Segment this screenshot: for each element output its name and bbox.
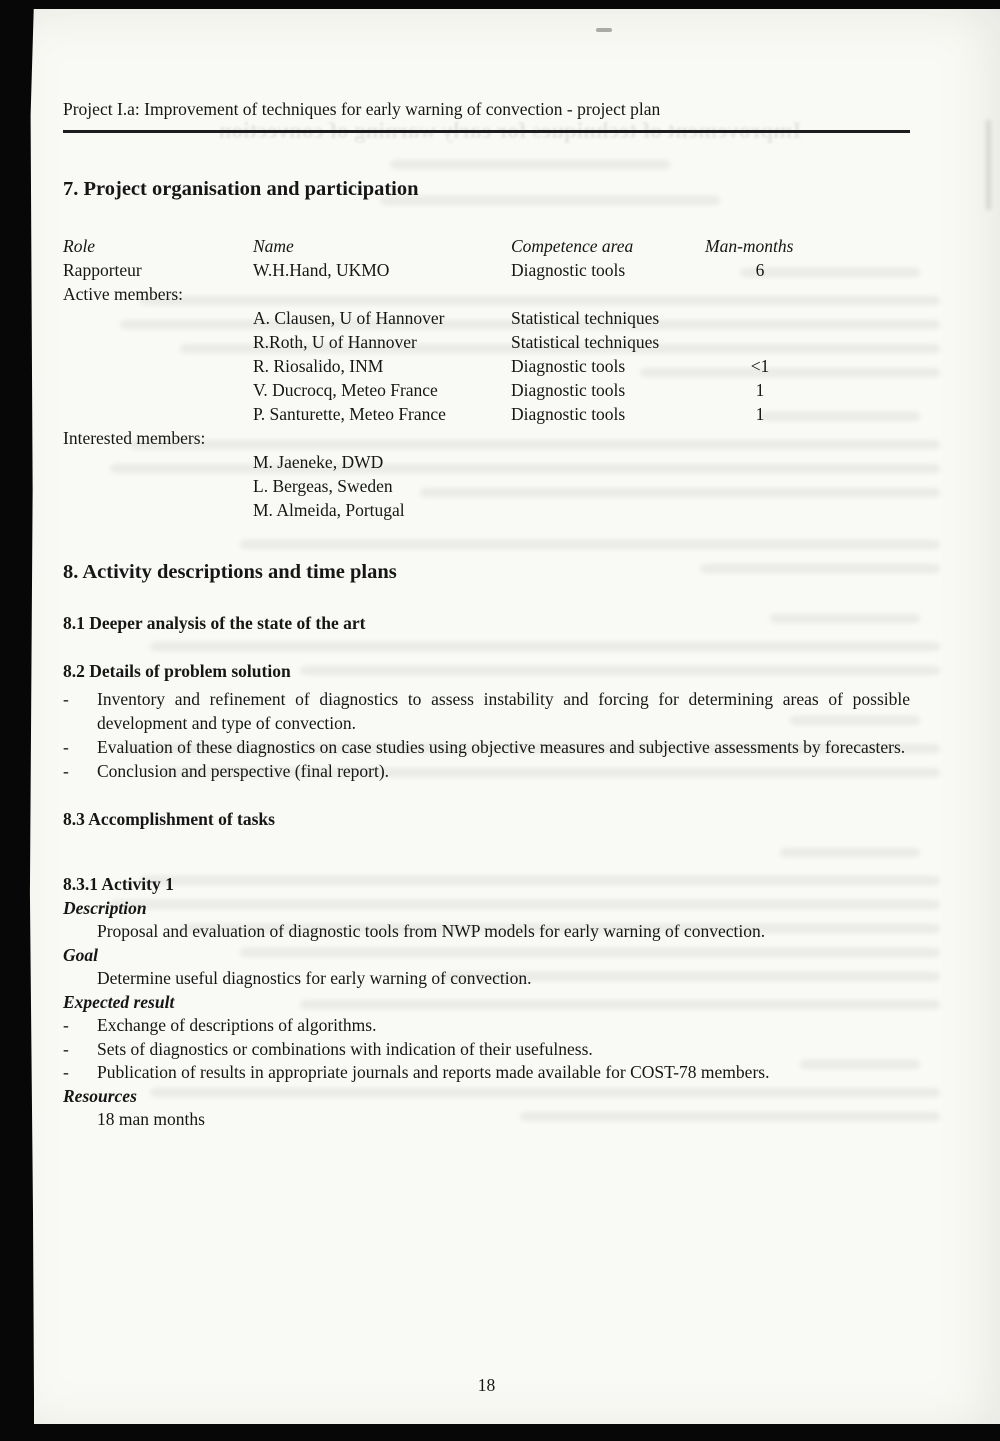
list-item [63,1014,910,1038]
role-cell: Rapporteur [63,260,142,280]
scan-edge-top [0,0,1000,9]
running-header [63,0,910,133]
man-months-cell [705,306,815,330]
name-cell [253,282,511,306]
table-row [63,330,910,354]
man-months-cell [705,282,815,306]
list-item-text: Sets of diagnostics or combinations with indication of their usefulness. [97,1038,593,1059]
man-months-cell: 6 [755,260,765,280]
column-header-role: Role [63,236,96,256]
section-8-3-heading: 8.3 Accomplishment of tasks [63,809,275,829]
table-row [63,498,910,522]
competence-cell: Statistical techniques [511,332,660,352]
list-item [63,1038,910,1062]
name-cell: V. Ducrocq, Meteo France [253,380,438,400]
section-8-2-heading: 8.2 Details of problem solution [63,661,291,681]
competence-cell: Diagnostic tools [511,356,626,376]
section-7-heading: 7. Project organisation and participation [63,178,419,200]
man-months-cell [705,474,815,498]
list-item-text: Conclusion and perspective (final report). [97,761,390,781]
name-cell: L. Bergeas, Sweden [253,476,393,496]
page-number: 18 [477,1375,496,1395]
name-cell [253,426,511,450]
competence-cell: Diagnostic tools [511,404,626,424]
name-cell: M. Jaeneke, DWD [253,452,384,472]
list-item-text: Inventory and refinement of diagnostics to assess instability and forcing for determining areas of possible development and type of convection. [97,689,910,733]
scan-edge-bottom [0,1424,1000,1441]
competence-cell: Diagnostic tools [511,380,626,400]
bullet-dash: - [63,689,69,709]
name-cell: M. Almeida, Portugal [253,500,405,520]
expected-result-label: Expected result [63,991,175,1012]
name-cell: R. Riosalido, INM [253,356,384,376]
goal-label: Goal [63,944,98,965]
man-months-cell: <1 [750,356,770,376]
role-cell [63,306,253,330]
section-8-3-1-heading: 8.3.1 Activity 1 [63,874,174,894]
problem-solution-list [63,687,910,783]
role-cell [63,330,253,354]
table-row [63,450,910,474]
man-months-cell [705,498,815,522]
scan-speck [596,28,612,32]
bullet-dash: - [63,1015,69,1035]
scan-speck [986,120,991,210]
table-row [63,426,910,450]
bleed-through-title: Improvement of techniques for early warning of convection [218,118,802,143]
role-cell: Active members: [63,284,184,304]
competence-cell [511,426,705,450]
man-months-cell: 1 [755,404,765,424]
list-item [63,1061,910,1085]
table-header-row [63,234,910,258]
name-cell: R.Roth, U of Hannover [253,332,417,352]
bullet-dash: - [63,1062,69,1082]
bullet-dash: - [63,1038,69,1059]
table-row [63,402,910,426]
table-row [63,306,910,330]
table-row [63,474,910,498]
table-row [63,258,910,282]
resources-text: 18 man months [97,1109,205,1129]
list-item [63,687,910,735]
goal-text: Determine useful diagnostics for early warning of convection. [97,968,532,988]
column-header-man-months: Man-months [705,236,794,256]
role-cell [63,378,253,402]
bullet-dash: - [63,737,69,757]
role-cell [63,402,253,426]
list-item-text: Evaluation of these diagnostics on case studies using objective measures and subjective assessments by forecasters. [97,737,906,757]
table-row [63,378,910,402]
bullet-dash: - [63,761,69,781]
name-cell: W.H.Hand, UKMO [253,260,390,280]
expected-result-list [63,1014,910,1085]
resources-label: Resources [63,1085,137,1106]
list-item-text: Exchange of descriptions of algorithms. [97,1015,377,1035]
role-cell [63,450,253,474]
man-months-cell [705,330,815,354]
description-label: Description [63,897,147,918]
table-row [63,282,910,306]
man-months-cell [705,450,815,474]
man-months-cell: 1 [755,380,765,400]
role-cell: Interested members: [63,428,206,448]
name-cell: A. Clausen, U of Hannover [253,308,445,328]
list-item [63,759,910,783]
page-content [63,0,910,1441]
scan-edge-left [0,0,34,1441]
competence-cell [511,474,705,498]
role-cell [63,474,253,498]
competence-cell [511,498,705,522]
role-cell [63,498,253,522]
name-cell: P. Santurette, Meteo France [253,404,446,424]
list-item [63,735,910,759]
competence-cell: Statistical techniques [511,308,660,328]
description-text: Proposal and evaluation of diagnostic tools from NWP models for early warning of convection. [97,921,766,941]
man-months-cell [705,426,815,450]
column-header-competence: Competence area [511,236,634,256]
table-row [63,354,910,378]
section-8-heading: 8. Activity descriptions and time plans [63,561,397,583]
role-cell [63,354,253,378]
column-header-name: Name [253,236,294,256]
competence-cell [511,450,705,474]
list-item-text: Publication of results in appropriate journals and reports made available for COST-78 members. [97,1062,770,1082]
running-header-text: Project I.a: Improvement of techniques for early warning of convection - project plan [63,99,661,119]
competence-cell [511,282,705,306]
participation-table [63,234,910,522]
competence-cell: Diagnostic tools [511,260,626,280]
section-8-1-heading: 8.1 Deeper analysis of the state of the art [63,613,366,633]
